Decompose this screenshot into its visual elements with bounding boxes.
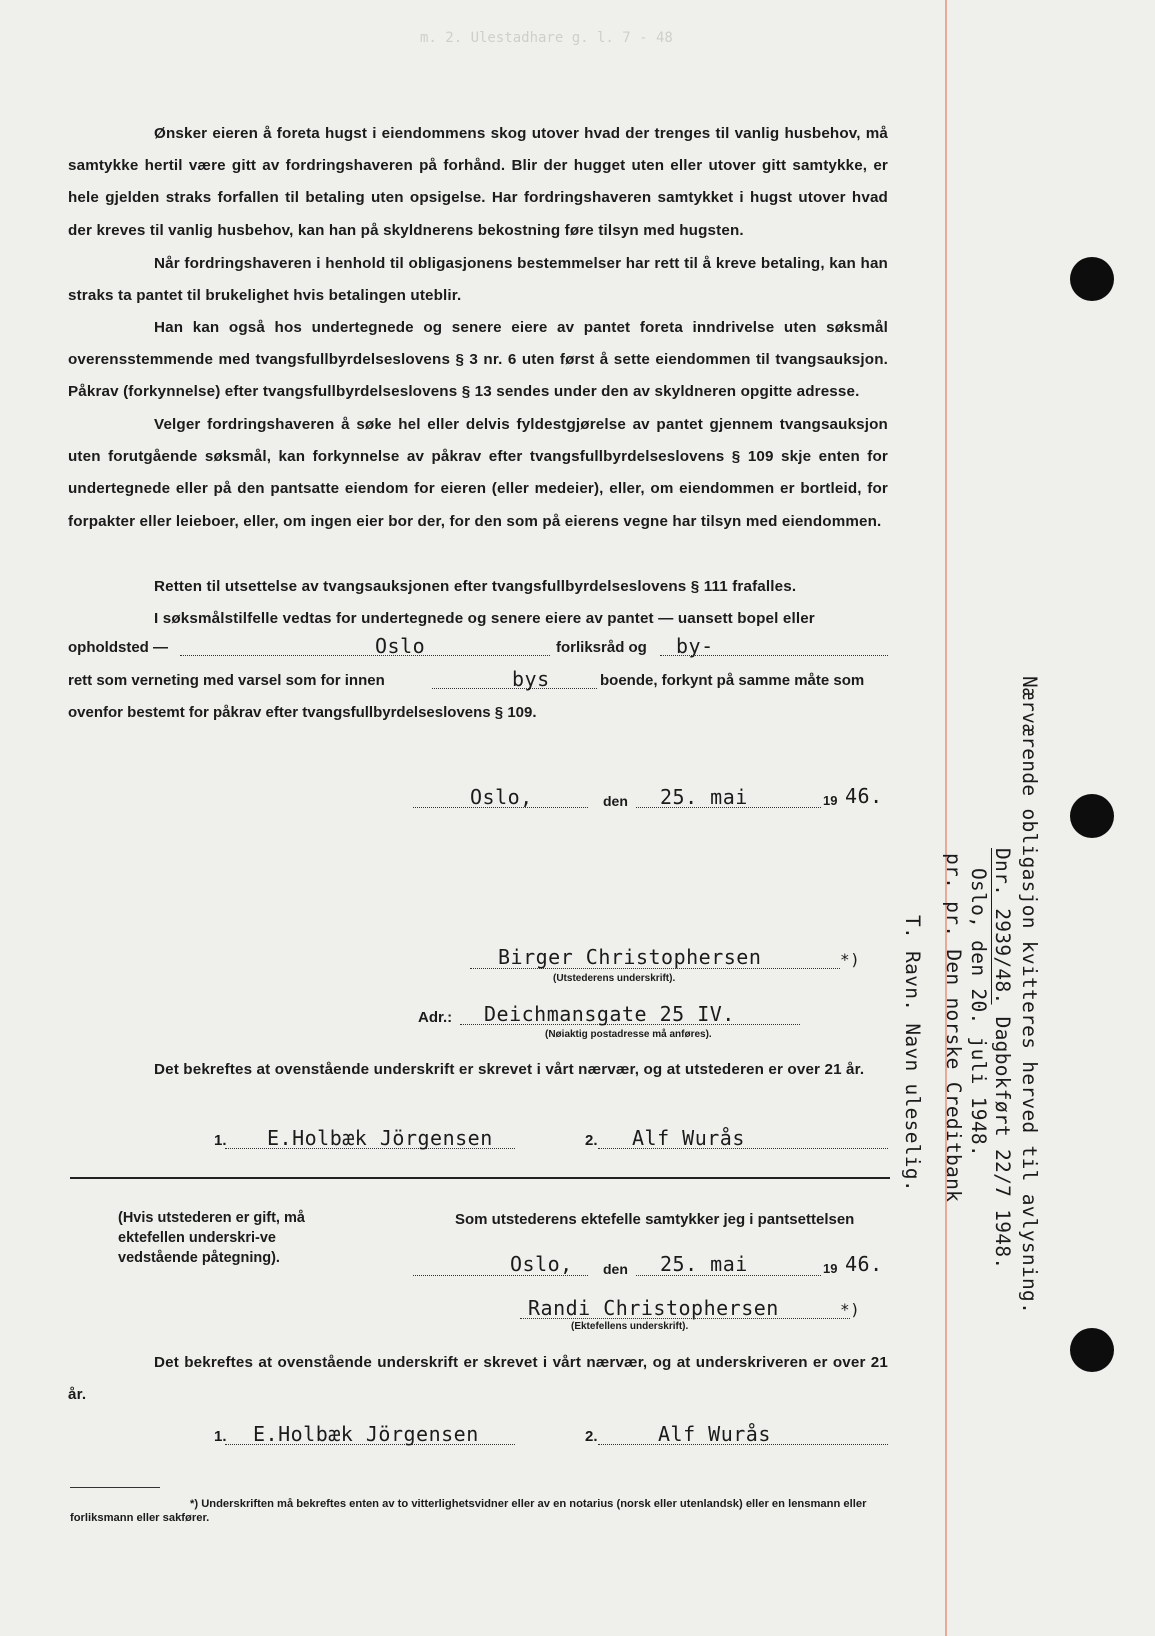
issuer-caption: (Utstederens underskrift). — [553, 973, 676, 984]
date1-year: 46. — [845, 784, 883, 808]
venue-line3: ovenfor bestemt for påkrav efter tvangsfullbyrdelseslovens § 109. — [68, 704, 537, 721]
punch-hole-top — [1070, 257, 1114, 301]
date2-place: Oslo, — [510, 1252, 573, 1276]
date2-year: 46. — [845, 1252, 883, 1276]
paragraph-betaling: Når fordringshaveren i henhold til obligasjonens bestemmelser har rett til å kreve betaling, kan han straks ta pantet til brukelighet hvis betalingen uteblir. — [68, 255, 888, 305]
stamp-line-1: Nærværende obligasjon kvitteres herved til avlysning. — [1018, 676, 1041, 1315]
witness2-signature-2: Alf Wurås — [658, 1422, 771, 1446]
stamp-line-4: pr. pr. Den norske Creditbank — [942, 853, 965, 1203]
paragraph-tvangsauksjon: Velger fordringshaveren å søke hel eller delvis fyldestgjørelse av pantet gjennem tvangsauksjon uten forutgående søksmål, kan forkynnelse av påkrav efter tvangsfullbyrdelseslovens § 109 skje enten for undertegnede eller på den pantsatte eiendom for eieren (eller medeier), eller, om eiendommen er bortleid, for forpakter eller leieboer, eller, om ingen eier bor der, for den som på eierens vegne har tilsyn med eiendommen. — [68, 416, 888, 530]
date2-date: 25. mai — [660, 1252, 748, 1276]
witness1-number-1: 1. — [214, 1132, 227, 1149]
faint-header: m. 2. Ulestadhare g. l. 7 - 48 — [420, 30, 673, 46]
paragraph-hugst: Ønsker eieren å foreta hugst i eiendommens skog utover hvad der trenges til vanlig husbehov, må samtykke hertil være gitt av fordringshaveren på forhånd. Blir der hugget uten eller utover gitt samtykke, er hele gjelden straks forfallen til betaling uten opsigelse. Har fordringshaveren samtykket i hugst utover hvad der kreves til vanlig husbehov, kan han på skyldnerens bekostning føre tilsyn med hugsten. — [68, 125, 888, 239]
address-caption: (Nøiaktig postadresse må anføres). — [545, 1029, 712, 1040]
paragraph-inndrivelse: Han kan også hos undertegnede og senere eiere av pantet foreta inndrivelse uten søksmål overensstemmende med tvangsfullbyrdelseslovens § 3 nr. 6 uten først å sette eiendommen til tvangsauksjon. Påkrav (forkynnelse) efter tvangsfullbyrdelseslovens § 13 sendes under den av skyldneren opgitte adresse. — [68, 319, 888, 401]
paragraph-utsettelse: Retten til utsettelse av tvangsauksjonen efter tvangsfullbyrdelseslovens § 111 frafalles. — [154, 578, 797, 595]
stamp-dagbok: Dagbokført 22/7 1948. — [991, 1004, 1014, 1270]
punch-hole-bottom — [1070, 1328, 1114, 1372]
venue-prefix: opholdsted — — [68, 639, 168, 656]
stamp-dnr: Dnr. 2939/48. — [991, 848, 1014, 1005]
venue-court: by- — [676, 634, 714, 658]
venue-line2-suffix: boende, forkynt på samme måte som — [600, 672, 865, 689]
spouse-star: *) — [840, 1300, 861, 1319]
witness2-number-2: 2. — [585, 1428, 598, 1445]
stamp-line-5: T. Ravn. Navn uleselig. — [901, 915, 924, 1192]
venue-bys: bys — [512, 667, 550, 691]
date1-place: Oslo, — [470, 785, 533, 809]
spouse-caption: (Ektefellens underskrift). — [571, 1321, 689, 1332]
footnote: *) Underskriften må bekreftes enten av to vitterlighetsvidner eller av en notarius (norsk eller utenlandsk) eller en lensmann eller forliksmann eller sakfører. — [70, 1498, 867, 1524]
stamp-line-3: Oslo, den 20. juli 1948. — [967, 868, 990, 1157]
witness1-number-2: 2. — [585, 1132, 598, 1149]
issuer-signature: Birger Christophersen — [498, 945, 762, 969]
footnote-rule — [70, 1487, 160, 1488]
witness2-number-1: 1. — [214, 1428, 227, 1445]
venue-line2-prefix: rett som verneting med varsel som for innen — [68, 672, 385, 689]
date1-date: 25. mai — [660, 785, 748, 809]
witness-text-1: Det bekreftes at ovenstående underskrift er skrevet i vårt nærvær, og at utstederen er over 21 år. — [154, 1061, 865, 1078]
date2-year-prefix: 19 — [823, 1261, 838, 1276]
stamp-line-2 — [991, 848, 1014, 1269]
witness1-signature-2: Alf Wurås — [632, 1126, 745, 1150]
address-value: Deichmansgate 25 IV. — [484, 1002, 735, 1026]
date1-year-prefix: 19 — [823, 793, 838, 808]
witness-text-2: Det bekreftes at ovenstående underskrift er skrevet i vårt nærvær, og at underskriveren er over 21 år. — [68, 1354, 888, 1404]
spouse-note: (Hvis utstederen er gift, må ektefellen underskri-ve vedstående påtegning). — [118, 1210, 305, 1266]
address-label: Adr.: — [418, 1009, 453, 1026]
section-divider — [70, 1177, 890, 1179]
spouse-signature: Randi Christophersen — [528, 1296, 779, 1320]
issuer-star: *) — [840, 950, 861, 969]
spouse-consent-text: Som utstederens ektefelle samtykker jeg i pantsettelsen — [455, 1211, 855, 1228]
date2-den: den — [603, 1261, 628, 1277]
witness1-signature-1: E.Holbæk Jörgensen — [267, 1126, 493, 1150]
margin-rule — [945, 0, 947, 1636]
venue-middle: forliksråd og — [556, 639, 647, 656]
witness2-signature-1: E.Holbæk Jörgensen — [253, 1422, 479, 1446]
punch-hole-middle — [1070, 794, 1114, 838]
venue-place: Oslo — [375, 634, 426, 658]
date1-den: den — [603, 793, 628, 809]
venue-place-field — [180, 655, 550, 656]
paragraph-soksmal: I søksmålstilfelle vedtas for undertegnede og senere eiere av pantet — uansett bopel eller — [154, 610, 815, 627]
